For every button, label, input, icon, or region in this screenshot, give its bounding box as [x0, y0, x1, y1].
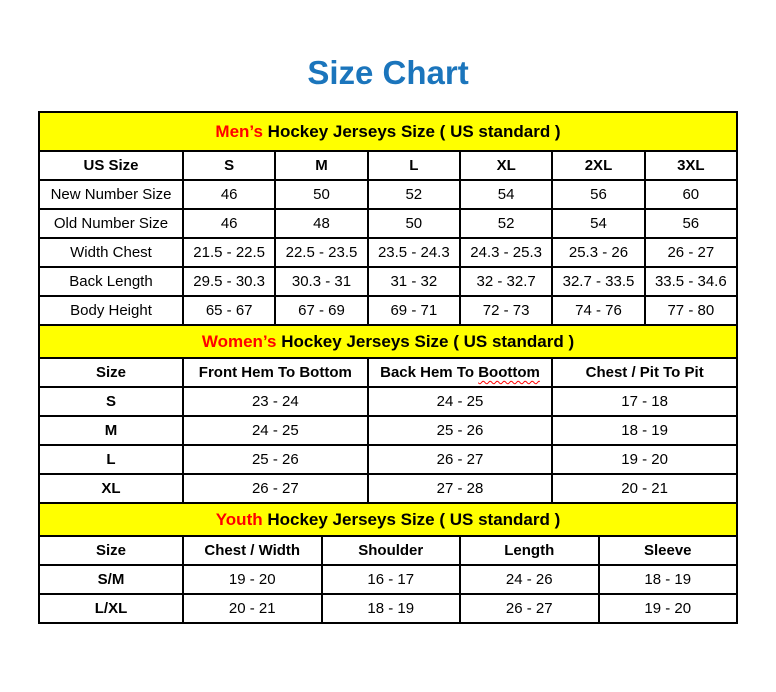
- table-row: [39, 416, 737, 445]
- table-row: [39, 445, 737, 474]
- youth-section-banner: [38, 502, 738, 537]
- size-value: 20 - 21: [183, 594, 322, 623]
- section-youth: [38, 502, 738, 624]
- column-header: L: [368, 151, 460, 180]
- column-header: Front Hem To Bottom: [183, 358, 368, 387]
- table-row: [39, 267, 737, 296]
- size-value: 60: [645, 180, 737, 209]
- mens-size-table: [38, 150, 738, 326]
- size-value: 27 - 28: [368, 474, 553, 503]
- row-label: Body Height: [39, 296, 183, 325]
- size-value: 26 - 27: [183, 474, 368, 503]
- size-value: 31 - 32: [368, 267, 460, 296]
- row-label: L: [39, 445, 183, 474]
- size-value: 30.3 - 31: [275, 267, 367, 296]
- womens-section-banner: [38, 324, 738, 359]
- column-header: XL: [460, 151, 552, 180]
- size-value: 33.5 - 34.6: [645, 267, 737, 296]
- size-value: 32 - 32.7: [460, 267, 552, 296]
- size-value: 56: [645, 209, 737, 238]
- table-row: [39, 474, 737, 503]
- column-header: 3XL: [645, 151, 737, 180]
- row-label: S: [39, 387, 183, 416]
- size-value: 20 - 21: [552, 474, 737, 503]
- header-row: [39, 536, 737, 565]
- row-label: Width Chest: [39, 238, 183, 267]
- size-value: 52: [368, 180, 460, 209]
- size-value: 72 - 73: [460, 296, 552, 325]
- header-row: [39, 151, 737, 180]
- size-value: 56: [552, 180, 644, 209]
- size-value: 26 - 27: [368, 445, 553, 474]
- size-value: 52: [460, 209, 552, 238]
- mens-banner-highlight: Men’s: [215, 122, 263, 141]
- column-header: S: [183, 151, 275, 180]
- size-value: 23 - 24: [183, 387, 368, 416]
- size-value: 25 - 26: [368, 416, 553, 445]
- size-value: 29.5 - 30.3: [183, 267, 275, 296]
- column-header: Size: [39, 536, 183, 565]
- column-header: Shoulder: [322, 536, 461, 565]
- row-label: New Number Size: [39, 180, 183, 209]
- size-value: 46: [183, 209, 275, 238]
- column-header: Back Hem To Boottom: [368, 358, 553, 387]
- size-value: 16 - 17: [322, 565, 461, 594]
- size-value: 50: [275, 180, 367, 209]
- youth-banner-text: Hockey Jerseys Size ( US standard ): [262, 510, 561, 529]
- size-value: 17 - 18: [552, 387, 737, 416]
- size-value: 24 - 25: [183, 416, 368, 445]
- table-row: [39, 238, 737, 267]
- column-header: Size: [39, 358, 183, 387]
- size-value: 46: [183, 180, 275, 209]
- column-header: M: [275, 151, 367, 180]
- size-value: 48: [275, 209, 367, 238]
- womens-banner-text: Hockey Jerseys Size ( US standard ): [276, 332, 575, 351]
- size-value: 54: [460, 180, 552, 209]
- size-value: 77 - 80: [645, 296, 737, 325]
- mens-section-banner: [38, 111, 738, 152]
- size-value: 50: [368, 209, 460, 238]
- column-header: Chest / Pit To Pit: [552, 358, 737, 387]
- womens-banner-highlight: Women’s: [201, 332, 277, 351]
- size-value: 25.3 - 26: [552, 238, 644, 267]
- table-row: [39, 387, 737, 416]
- header-row: [39, 358, 737, 387]
- size-value: 25 - 26: [183, 445, 368, 474]
- table-row: [39, 296, 737, 325]
- size-value: 54: [552, 209, 644, 238]
- page-title: Size Chart: [307, 54, 469, 91]
- column-header: 2XL: [552, 151, 644, 180]
- size-value: 26 - 27: [645, 238, 737, 267]
- size-value: 21.5 - 22.5: [183, 238, 275, 267]
- size-value: 65 - 67: [183, 296, 275, 325]
- size-value: 74 - 76: [552, 296, 644, 325]
- size-value: 26 - 27: [460, 594, 599, 623]
- size-value: 24.3 - 25.3: [460, 238, 552, 267]
- youth-banner-highlight: Youth: [215, 510, 263, 529]
- size-value: 19 - 20: [183, 565, 322, 594]
- mens-banner-text: Hockey Jerseys Size ( US standard ): [262, 122, 561, 141]
- size-value: 69 - 71: [368, 296, 460, 325]
- size-value: 18 - 19: [599, 565, 738, 594]
- row-label: S/M: [39, 565, 183, 594]
- column-header: Length: [460, 536, 599, 565]
- size-value: 24 - 25: [368, 387, 553, 416]
- table-row: [39, 565, 737, 594]
- row-label: XL: [39, 474, 183, 503]
- size-value: 18 - 19: [552, 416, 737, 445]
- size-value: 23.5 - 24.3: [368, 238, 460, 267]
- size-chart: [38, 111, 738, 624]
- table-row: [39, 594, 737, 623]
- section-womens: [38, 324, 738, 504]
- table-row: [39, 180, 737, 209]
- size-value: 32.7 - 33.5: [552, 267, 644, 296]
- row-label: L/XL: [39, 594, 183, 623]
- size-value: 22.5 - 23.5: [275, 238, 367, 267]
- table-row: [39, 209, 737, 238]
- row-label: M: [39, 416, 183, 445]
- column-header: US Size: [39, 151, 183, 180]
- youth-size-table: [38, 535, 738, 624]
- size-value: 18 - 19: [322, 594, 461, 623]
- size-value: 67 - 69: [275, 296, 367, 325]
- misspelled-word: Boottom: [478, 363, 540, 381]
- section-mens: [38, 111, 738, 326]
- column-header: Sleeve: [599, 536, 738, 565]
- row-label: Back Length: [39, 267, 183, 296]
- size-value: 19 - 20: [599, 594, 738, 623]
- womens-size-table: [38, 357, 738, 504]
- size-value: 24 - 26: [460, 565, 599, 594]
- row-label: Old Number Size: [39, 209, 183, 238]
- column-header: Chest / Width: [183, 536, 322, 565]
- size-value: 19 - 20: [552, 445, 737, 474]
